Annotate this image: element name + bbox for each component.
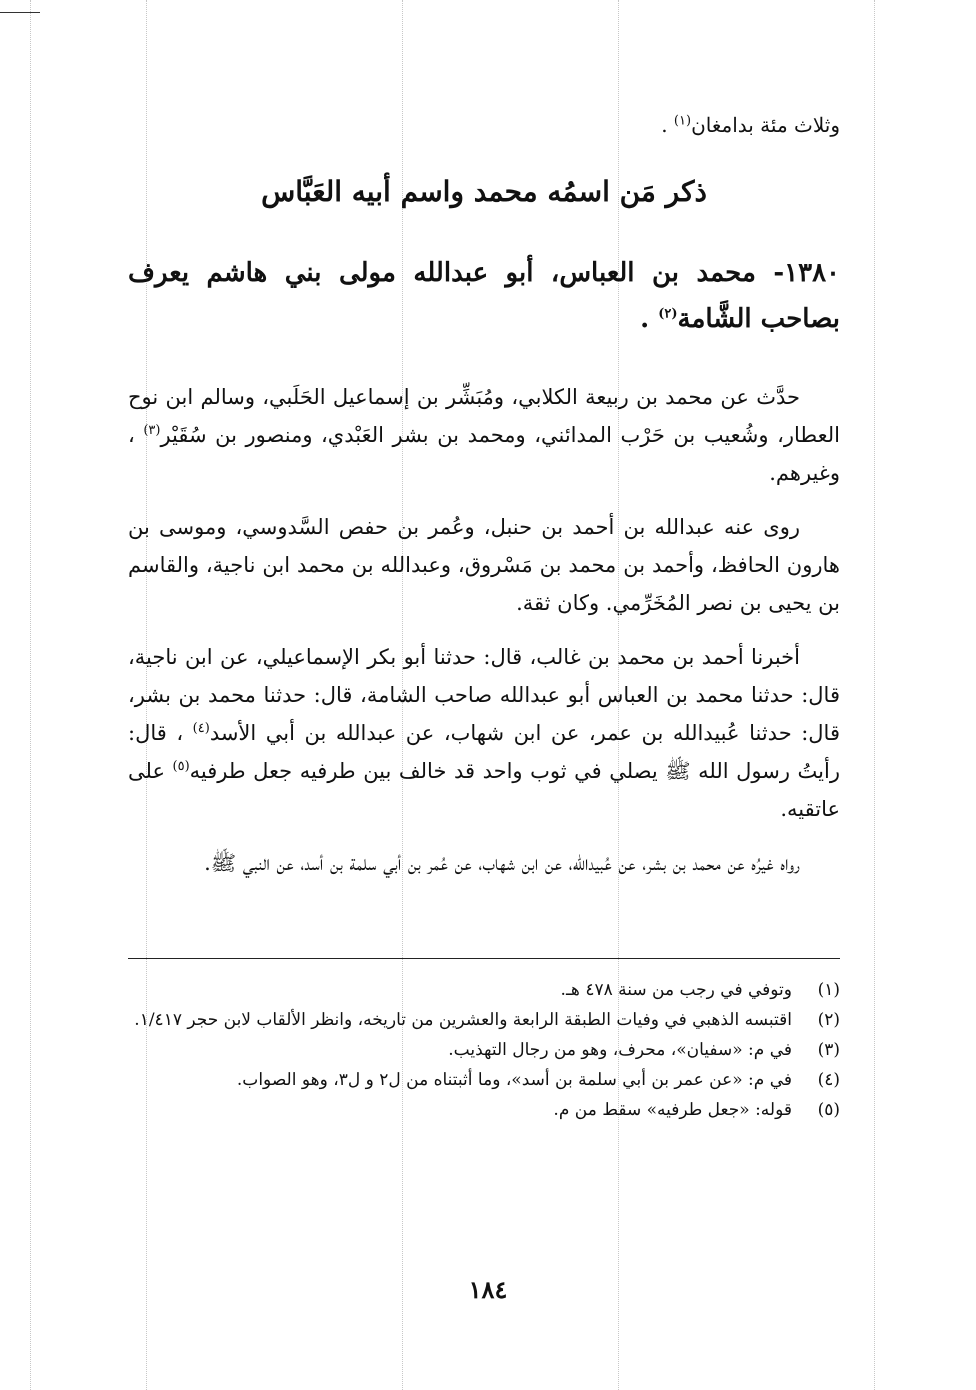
footnote-text: في م: «سفيان»، محرف، وهو من رجال التهذيب. bbox=[448, 1040, 792, 1060]
paragraph-text: على عاتقيه. bbox=[128, 759, 840, 821]
paragraph-variant: رواه غيرُه عن محمد بن بشر، عن عُبيدالله، عن ابن شهاب، عن عُمر بن أبي سلمة بن أسد، عن النبي ﷺ. bbox=[204, 851, 800, 875]
corner-mark bbox=[0, 0, 40, 13]
entry-heading: ١٣٨٠- محمد بن العباس، أبو عبدالله مولى بني هاشم يعرف بصاحب الشَّامة$^{(٢)}$ . bbox=[128, 258, 840, 334]
main-text bbox=[128, 108, 840, 898]
continuation-text: وثلاث مئة بدامغان bbox=[691, 113, 840, 137]
page-number: ١٨٤ bbox=[468, 1275, 508, 1304]
paragraph-hadith bbox=[128, 638, 840, 828]
footnote-text: اقتبسه الذهبي في وفيات الطبقة الرابعة والعشرين من تاريخه، وانظر الألقاب لابن حجر ١/٤١٧. bbox=[134, 1010, 792, 1030]
footnote-text: قوله: «جعل طرفيه» سقط من م. bbox=[553, 1100, 792, 1120]
footnote-item bbox=[128, 1065, 840, 1095]
footnote-item bbox=[128, 975, 840, 1005]
section-title: ذكر مَن اسمُه محمد واسم أبيه العَبَّاس bbox=[261, 175, 707, 208]
scan-artifact-line bbox=[30, 0, 31, 1390]
footnote-number: (٤) bbox=[817, 1070, 840, 1090]
footnote-number: (٣) bbox=[817, 1040, 840, 1060]
footnote-text: وتوفي في رجب من سنة ٤٧٨ هـ. bbox=[560, 980, 792, 1000]
scan-artifact-line bbox=[874, 0, 875, 1390]
footnote-ref: (٣) bbox=[143, 423, 161, 438]
footnote-number: (٥) bbox=[817, 1100, 840, 1120]
footnote-number: (١) bbox=[817, 980, 840, 1000]
footnote-ref: (٥) bbox=[172, 759, 190, 774]
paragraph-text: أخبرنا أحمد بن محمد بن غالب، قال: حدثنا أبو بكر الإسماعيلي، عن ابن ناجية، قال: حدثنا محمد بن العباس أبو عبدالله صاحب الشامة، قال: حدثنا محمد بن بشر، قال: حدثنا عُبيدالله بن عمر، عن ابن شهاب، عن عبدالله بن أبي الأسد bbox=[128, 645, 840, 745]
footnote-text: في م: «عن عمر بن أبي سلمة بن أسد»، وما أثبتناه من ل٢ و ل٣، وهو الصواب. bbox=[236, 1070, 792, 1090]
footnote-item bbox=[128, 1005, 840, 1035]
paragraph-narrators bbox=[128, 378, 840, 492]
paragraph-text: ، وغيرهم. bbox=[128, 423, 840, 485]
footnote-ref: (١) bbox=[673, 113, 692, 129]
paragraph-students: روى عنه عبدالله بن أحمد بن حنبل، وعُمر بن حفص السَّدوسي، وموسى بن هارون الحافظ، وأحمد بن محمد بن مَسْروق، وعبدالله بن محمد ابن ناجية، والقاسم بن يحيى بن نصر المُخَرِّمي. وكان ثقة. bbox=[128, 515, 840, 615]
continuation-line: وثلاث مئة بدامغان$^{(١)}$ . bbox=[661, 113, 840, 137]
footnote-separator bbox=[128, 958, 840, 959]
entry-heading-text: ١٣٨٠- محمد بن العباس، أبو عبدالله مولى بني هاشم يعرف بصاحب الشَّامة bbox=[128, 258, 840, 334]
footnote-item bbox=[128, 1035, 840, 1065]
footnote-number: (٢) bbox=[817, 1010, 840, 1030]
footnote-ref: (٤) bbox=[192, 721, 210, 736]
paragraph-text: حدَّث عن محمد بن ربيعة الكلابي، ومُبَشِّر بن إسماعيل الحَلَبي، وسالم ابن نوح العطار، وشُعيب بن حَرْب المدائني، ومحمد بن بشر العَبْدي، ومنصور بن سُقَيْر bbox=[128, 385, 840, 447]
footnote-item bbox=[128, 1095, 840, 1125]
footnote-ref: (٢) bbox=[658, 306, 678, 322]
paragraph-text: ، قال: رأيتُ رسول الله ﷺ يصلي في ثوب واحد قد خالف بين طرفيه جعل طرفيه bbox=[128, 721, 840, 783]
footnotes bbox=[128, 975, 840, 1125]
